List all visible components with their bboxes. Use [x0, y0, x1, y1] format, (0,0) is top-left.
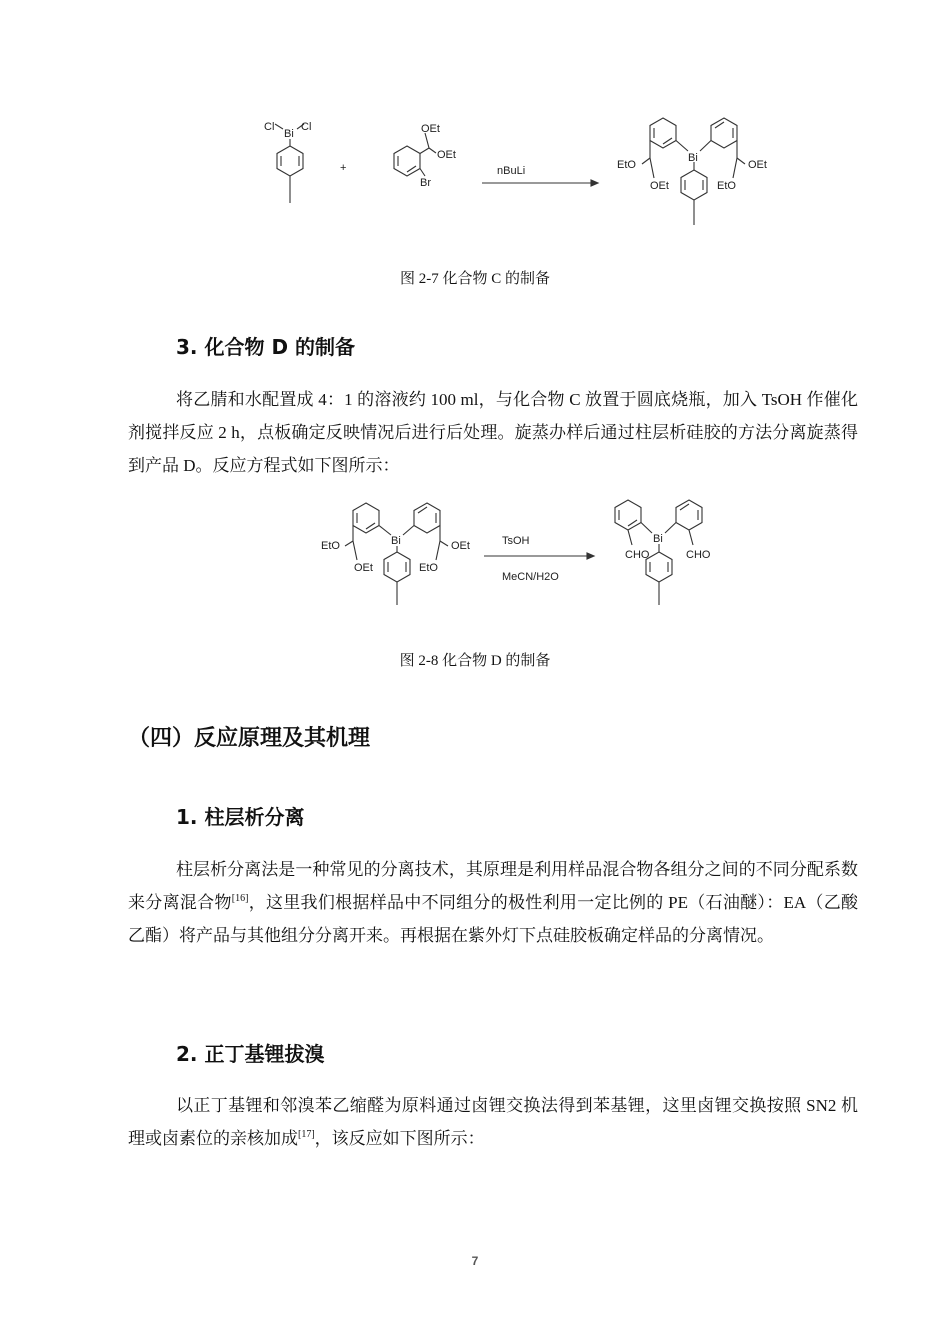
- cho-left-label: CHO: [625, 549, 650, 561]
- cl-label-left: Cl: [264, 121, 275, 133]
- section-3-paragraph: 将乙腈和水配置成 4：1 的溶液约 100 ml，与化合物 C 放置于圆底烧瓶，加入 TsOH 作催化剂搅拌反应 2 h，点板确定反映情况后进行后处理。旋蒸办样后通过柱层析硅胶的方法分离旋蒸得到产品 D。反应方程式如下图所示：: [128, 390, 858, 475]
- reagent-nbuli: nBuLi: [497, 165, 526, 177]
- section-4-1-heading: 1. 柱层析分离: [176, 805, 305, 829]
- oet-right-label: OEt: [748, 159, 767, 171]
- paragraph-text: ，该反应如下图所示：: [314, 1129, 485, 1148]
- oet-right-label: OEt: [451, 540, 470, 552]
- citation-ref: [17]: [298, 1129, 315, 1140]
- plus-sign: +: [340, 162, 347, 174]
- reactant-bromobenzaldehyde-acetal: [394, 123, 456, 189]
- product-compound-d: [615, 500, 711, 605]
- part-4-heading: （四）反应原理及其机理: [128, 726, 371, 751]
- figure-2-8-caption: 图 2-8 化合物 D 的制备: [399, 653, 551, 669]
- oet-lower-left-label: OEt: [354, 562, 373, 574]
- cl-label-right: Cl: [301, 121, 312, 133]
- section-4-1-paragraph: [128, 853, 858, 952]
- reagent-tsoh: TsOH: [502, 535, 530, 547]
- section-4-2-heading: 2. 正丁基锂拔溴: [176, 1042, 325, 1066]
- paragraph-text: ，这里我们根据样品中不同组分的极性利用一定比例的 PE（石油醚）：EA（乙酸乙酯）将产品与其他组分分离开来。再根据在紫外灯下点硅胶板确定样品的分离情况。: [128, 893, 859, 945]
- figure-2-7-caption: 图 2-7 化合物 C 的制备: [399, 271, 550, 287]
- cho-right-label: CHO: [686, 549, 711, 561]
- section-4-2-paragraph: [128, 1089, 858, 1155]
- oet-right-label: OEt: [437, 149, 456, 161]
- figure-2-8-scheme: [0, 490, 950, 620]
- reactant-tolyl-bismuth-dichloride: [264, 121, 311, 203]
- eto-left-label: EtO: [321, 540, 340, 552]
- page-number: 7: [471, 1254, 479, 1268]
- paragraph-text: 柱层析分离法是一种常见的分离技术，其原理是利用样品混合物各组分之间的不同分配系数来分离混合物: [128, 860, 858, 912]
- oet-lower-left-label: OEt: [650, 180, 669, 192]
- bi-label: Bi: [688, 152, 698, 164]
- section-3-heading: 3. 化合物 D 的制备: [176, 335, 356, 359]
- oet-top-label: OEt: [421, 123, 440, 135]
- br-label: Br: [420, 177, 431, 189]
- eto-left-label: EtO: [617, 159, 636, 171]
- product-compound-c: [617, 118, 767, 225]
- paragraph-text: 以正丁基锂和邻溴苯乙缩醛为原料通过卤锂交换法得到苯基锂，这里卤锂交换按照 SN2 机理或卤素位的亲核加成: [128, 1096, 858, 1148]
- citation-ref: [16]: [231, 893, 249, 904]
- eto-lower-right-label: EtO: [717, 180, 736, 192]
- reagent-mecn-h2o: MeCN/H2O: [502, 571, 559, 583]
- bi-label: Bi: [653, 533, 663, 545]
- bi-label: Bi: [391, 535, 401, 547]
- bi-label: Bi: [284, 128, 294, 140]
- eto-lower-right-label: EtO: [419, 562, 438, 574]
- reactant-compound-c: [321, 503, 470, 605]
- figure-2-7-scheme: [0, 0, 950, 250]
